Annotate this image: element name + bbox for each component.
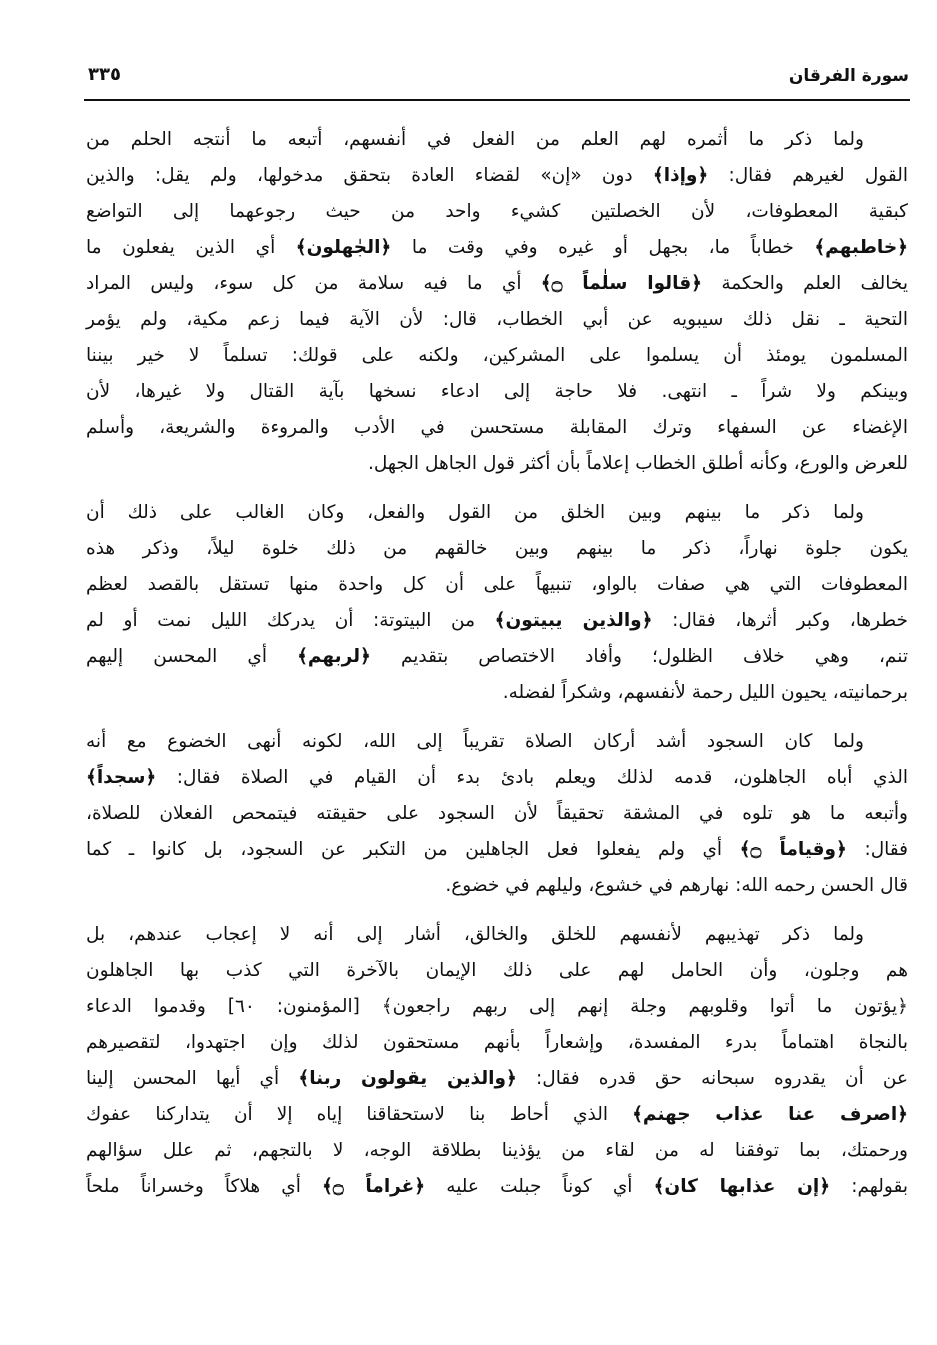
text-line <box>86 675 908 711</box>
quran-quote: ﴿وإذا﴾ <box>652 165 709 186</box>
text-line <box>86 194 908 230</box>
text-line <box>86 603 908 639</box>
text-segment: للعرض والورع، وكأنه أطلق الخطاب إعلاماً بأن أكثر قول الجاهل الجهل. <box>367 453 908 474</box>
quran-quote: ﴿إن عذابها كان﴾ <box>653 1176 831 1197</box>
text-segment: دون «إن» لقضاء العادة بتحقق مدخولها، ولم يقل: والذين <box>86 165 653 186</box>
text-segment: التحية ـ نقل ذلك سيبويه عن أبي الخطاب، قال: لأن الآية فيما زعم مكية، ولم يؤمر <box>86 309 908 330</box>
text-segment: ورحمتك، بما توفقنا له من لقاء من يؤذينا بطلاقة الوجه، لا بالتجهم، ثم علل سؤالهم <box>86 1140 908 1161</box>
text-segment: من البيتوتة: أن يدركك الليل نمت أو لم <box>86 610 495 631</box>
text-line <box>86 796 908 832</box>
text-line <box>86 302 908 338</box>
text-segment: قال الحسن رحمه الله: نهارهم في خشوع، وليلهم في خضوع. <box>445 875 908 896</box>
text-segment: بالنجاة اهتماماً بدرء المفسدة، وإشعاراً بأنهم مستحقون لذلك وإن اجتهدوا، لتقصيرهم <box>86 1032 908 1053</box>
text-line <box>86 917 908 953</box>
quran-quote: ﴿والذين يقولون ربنا﴾ <box>298 1068 517 1089</box>
text-line <box>86 495 908 531</box>
text-segment: أي أيها المحسن إلينا <box>86 1068 299 1089</box>
text-line <box>86 953 908 989</box>
quran-quote: ﴿لربهم﴾ <box>297 646 371 667</box>
text-segment: يكون جلوة نهاراً، ذكر ما بينهم وبين خالقهم من ذلك خلوة ليلاً، وذكر هذه <box>86 538 908 559</box>
text-segment: القول لغيرهم فقال: <box>708 165 908 186</box>
text-line <box>86 446 908 482</box>
text-segment: وبينكم ولا شراً ـ انتهى. فلا حاجة إلى ادعاء نسخها بآية القتال ولا غيرها، لأن <box>86 381 908 402</box>
quran-quote: ﴿غراماً ۝﴾ <box>322 1176 426 1197</box>
page-number: ٣٣٥ <box>88 64 121 85</box>
text-segment: الإغضاء عن السفهاء وترك المقابلة مستحسن في الأدب والمروءة والشريعة، وأسلم <box>86 417 908 438</box>
text-line <box>86 760 908 796</box>
text-line <box>86 639 908 675</box>
text-segment: ولما ذكر تهذيبهم لأنفسهم للخلق والخالق، أشار إلى أنه لا إعجاب عندهم، بل <box>86 924 864 945</box>
text-line <box>86 1169 908 1205</box>
paragraph <box>86 724 908 904</box>
text-segment: الذي أباه الجاهلون، قدمه لذلك ويعلم بادئ بدء أن القيام في الصلاة فقال: <box>156 767 908 788</box>
text-segment: برحمانيته، يحيون الليل رحمة لأنفسهم، وشكراً لفضله. <box>502 682 908 703</box>
text-segment: أي كوناً جبلت عليه <box>425 1176 654 1197</box>
quran-quote: ﴿سجداً﴾ <box>86 767 157 788</box>
quran-quote: ﴿خاطبهم﴾ <box>814 237 908 258</box>
page-body <box>86 122 908 1218</box>
text-segment: تنم، وهي خلاف الظلول؛ وأفاد الاختصاص بتقديم <box>370 646 908 667</box>
text-line <box>86 567 908 603</box>
quran-quote: ﴿الجٰهلون﴾ <box>295 237 392 258</box>
quran-quote: ﴿قالوا سلٰماً ۝﴾ <box>540 273 703 294</box>
text-line <box>86 832 908 868</box>
quran-quote: ﴿والذين يبيتون﴾ <box>494 610 653 631</box>
text-segment: أي ولم يفعلوا فعل الجاهلين من التكبر عن السجود، بل كانوا ـ كما <box>86 839 740 860</box>
text-segment: خطرها، وكبر أثرها، فقال: <box>652 610 908 631</box>
surah-title: سورة الفرقان <box>788 66 909 86</box>
text-line <box>86 410 908 446</box>
text-segment: يخالف العلم والحكمة <box>702 273 909 294</box>
paragraph <box>86 122 908 482</box>
text-segment: فقال: <box>846 839 908 860</box>
text-segment: ولما كان السجود أشد أركان الصلاة تقريباً إلى الله، لكونه أنهى الخضوع مع أنه <box>86 731 864 752</box>
text-line <box>86 1061 908 1097</box>
text-line <box>86 374 908 410</box>
text-line <box>86 230 908 266</box>
text-segment: خطاباً ما، بجهل أو غيره وفي وقت ما <box>391 237 815 258</box>
text-line <box>86 724 908 760</box>
text-segment: أي هلاكاً وخسراناً ملحاً <box>86 1176 323 1197</box>
text-line <box>86 266 908 302</box>
text-segment: ﴿يؤتون ما أتوا وقلوبهم وجلة إنهم إلى ربهم راجعون﴾ [المؤمنون: ٦٠] وقدموا الدعاء <box>86 996 908 1017</box>
text-line <box>86 338 908 374</box>
paragraph <box>86 495 908 711</box>
text-segment: بقولهم: <box>830 1176 908 1197</box>
text-segment: أي ما فيه سلامة من كل سوء، وليس المراد <box>86 273 541 294</box>
text-line <box>86 989 908 1025</box>
text-line <box>86 158 908 194</box>
text-segment: الذي أحاط بنا لاستحقاقنا إياه إلا أن يتداركنا عفوك <box>86 1104 633 1125</box>
text-line <box>86 1133 908 1169</box>
text-segment: المعطوفات التي هي صفات بالواو، تنبيهاً على أن كل واحدة منها تستقل بالقصد لعظم <box>86 574 908 595</box>
text-line <box>86 531 908 567</box>
text-segment: أي المحسن إليهم <box>86 646 298 667</box>
text-line <box>86 868 908 904</box>
paragraph <box>86 917 908 1205</box>
text-segment: ولما ذكر ما أثمره لهم العلم من الفعل في أنفسهم، أتبعه ما أنتجه الحلم من <box>86 129 864 150</box>
header-rule <box>84 99 910 101</box>
text-segment: أي الذين يفعلون ما <box>86 237 296 258</box>
quran-quote: ﴿اصرف عنا عذاب جهنم﴾ <box>632 1104 909 1125</box>
text-segment: كبقية المعطوفات، لأن الخصلتين كشيء واحد من حيث رجوعهما إلى التواضع <box>86 201 908 222</box>
text-segment: ولما ذكر ما بينهم وبين الخلق من القول والفعل، وكان الغالب على ذلك أن <box>86 502 864 523</box>
text-line <box>86 1097 908 1133</box>
text-segment: عن أن يقدروه سبحانه حق قدره فقال: <box>516 1068 909 1089</box>
quran-quote: ﴿وقياماً ۝﴾ <box>739 839 847 860</box>
text-line <box>86 122 908 158</box>
text-segment: المسلمون يومئذ أن يسلموا على المشركين، ولكنه على قولك: تسلماً لا خير بيننا <box>86 345 908 366</box>
text-line <box>86 1025 908 1061</box>
text-segment: وأتبعه ما هو تلوه في المشقة تحقيقاً لأن السجود على حقيقته فيتمحص الفعلان للصلاة، <box>86 803 908 824</box>
text-segment: هم وجلون، وأن الحامل لهم على ذلك الإيمان بالآخرة التي كذب بها الجاهلون <box>86 960 908 981</box>
